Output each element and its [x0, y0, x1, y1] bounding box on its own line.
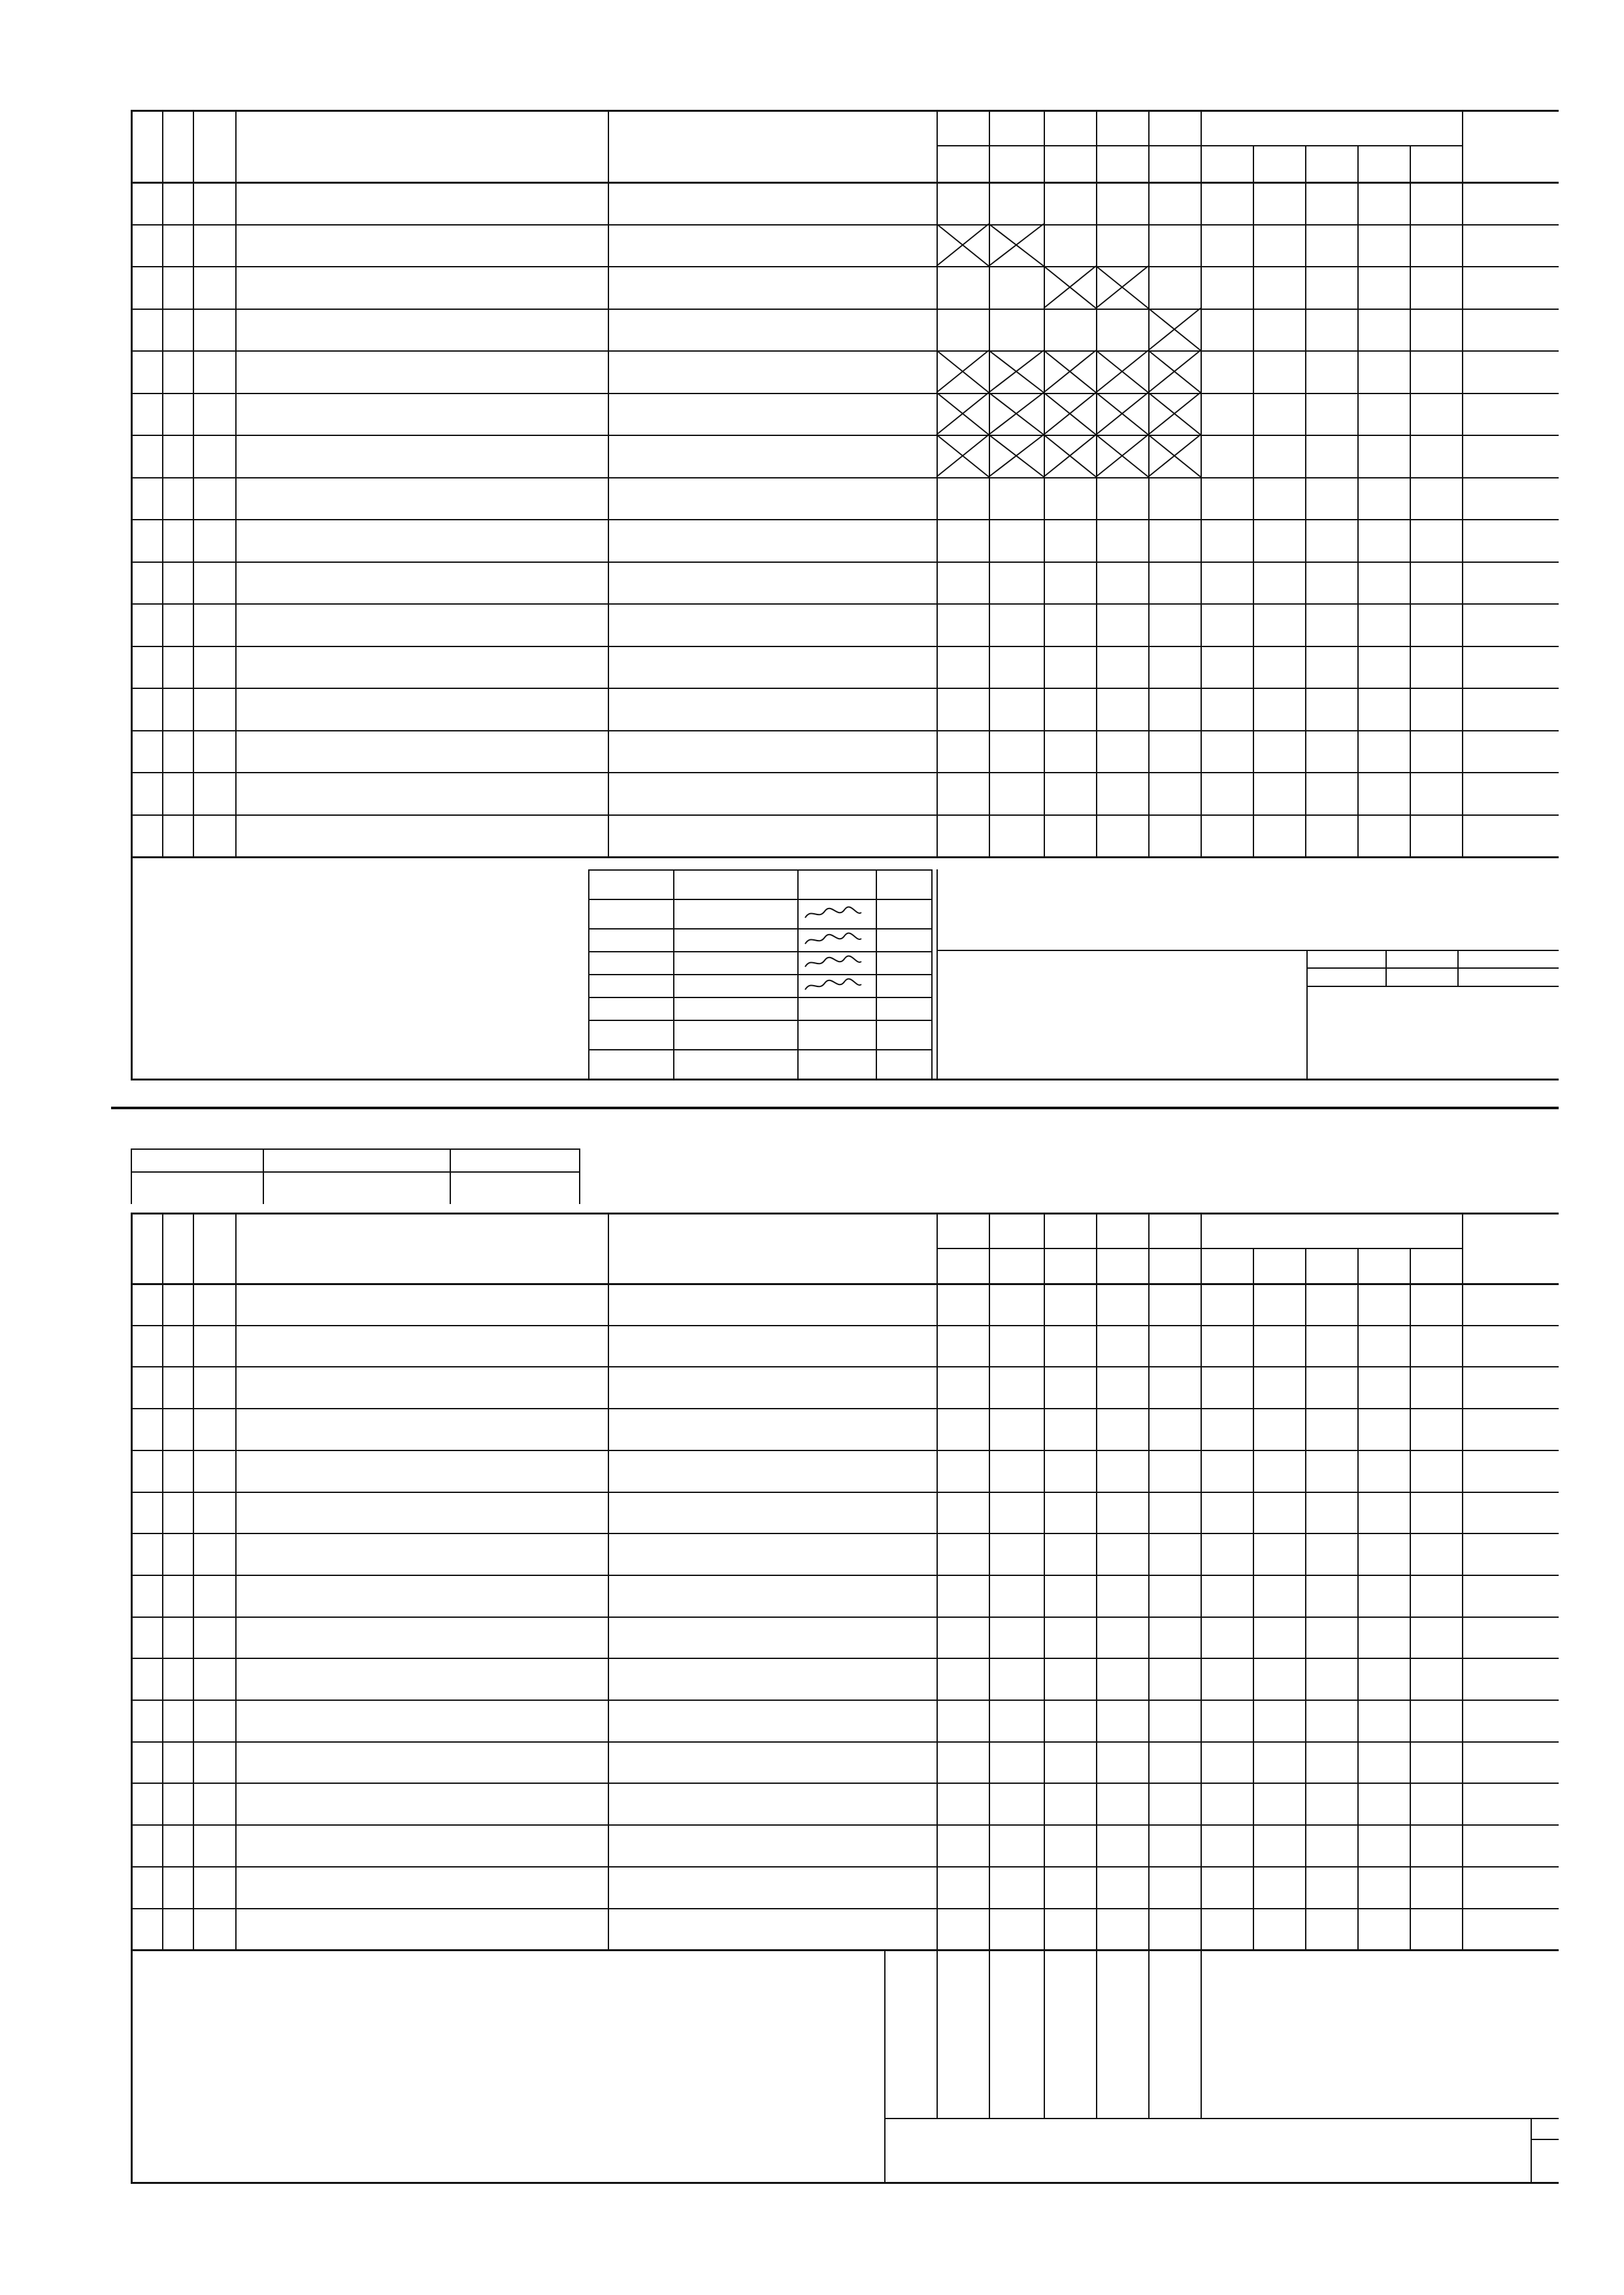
grid-line-v [1462, 1213, 1463, 1949]
header-bottom [131, 1283, 1559, 1285]
tb-stage-col [1385, 950, 1387, 986]
grid-line-v [1201, 1213, 1202, 1949]
inv-strip-col [131, 1148, 132, 1204]
tb-row [588, 899, 931, 900]
tb-col [931, 869, 933, 1079]
tb-row [588, 869, 931, 871]
row-line [131, 1700, 1559, 1701]
signature-icon [804, 932, 863, 948]
tb-split [936, 869, 938, 1079]
row-line [131, 1741, 1559, 1743]
grid-line-v [193, 1213, 194, 1949]
marks-col [1044, 1949, 1045, 2118]
tb-row [588, 951, 931, 952]
row-line [131, 1908, 1559, 1909]
marks-col [936, 1949, 938, 2118]
signature-scribble [804, 978, 863, 994]
footer-sheet-divider [1531, 2139, 1559, 2140]
frame-left [131, 1213, 133, 2182]
marks-bottom [884, 2118, 1559, 2119]
row-line [131, 1533, 1559, 1534]
frame-table-bottom [131, 1949, 1559, 1951]
signature-icon [804, 906, 863, 922]
tb-sheet-col [1457, 950, 1459, 986]
tb-row [588, 997, 931, 998]
inv-strip-mid [131, 1171, 579, 1173]
signature-icon [804, 978, 863, 994]
row-line [131, 1450, 1559, 1451]
sheet-1 [0, 0, 1624, 1124]
grid-line-v [235, 1213, 237, 1949]
tb-row [588, 974, 931, 975]
row-line [131, 1366, 1559, 1367]
sheet-2 [0, 1124, 1624, 2295]
tb-row [588, 1079, 931, 1080]
tb-stage-left [1306, 950, 1308, 1079]
signature-icon [804, 955, 863, 971]
grid-line-v [989, 1213, 990, 1949]
row-line [131, 1408, 1559, 1409]
frame-top [131, 1213, 1559, 1215]
grid-line-v [1253, 1248, 1254, 1949]
qty-header-divider [936, 1248, 1462, 1249]
tb-row [588, 1049, 931, 1050]
inv-strip-col [450, 1148, 451, 1204]
row-line [131, 1617, 1559, 1618]
grid-line-v [1096, 1213, 1097, 1949]
grid-line-v [936, 1213, 938, 1949]
tb-stage-hdr [1306, 967, 1559, 969]
marks-left [884, 1949, 886, 2118]
signature-scribble [804, 906, 863, 922]
frame-bottom [131, 2182, 1559, 2184]
row-line [131, 1492, 1559, 1493]
marks-col [1201, 1949, 1202, 2118]
tb-row [588, 928, 931, 930]
marks-col [989, 1949, 990, 2118]
tb-row [588, 1020, 931, 1021]
grid-line-v [1410, 1248, 1411, 1949]
footer-left [884, 2118, 886, 2182]
inv-strip-col [579, 1148, 580, 1204]
tb-code-bottom [936, 950, 1559, 951]
grid-line-v [1357, 1248, 1359, 1949]
tb-stage-row [1306, 986, 1559, 987]
grid-line-v [608, 1213, 609, 1949]
grid-line-v [162, 1213, 163, 1949]
grid-line-v [1148, 1213, 1150, 1949]
row-line [131, 1783, 1559, 1784]
footer-sheet-col [1531, 2118, 1532, 2182]
signature-scribble [804, 932, 863, 948]
marks-col [1096, 1949, 1097, 2118]
row-line [131, 1658, 1559, 1659]
marks-col [1148, 1949, 1150, 2118]
row-line [131, 1575, 1559, 1576]
row-line [131, 1824, 1559, 1826]
grid-line-v [1044, 1213, 1045, 1949]
signature-scribble [804, 955, 863, 971]
row-line [131, 1325, 1559, 1326]
inv-strip-col [263, 1148, 264, 1204]
grid-line-v [1305, 1248, 1306, 1949]
row-line [131, 1866, 1559, 1868]
inv-strip-top [131, 1148, 579, 1150]
sheet-separator [111, 1107, 1559, 1109]
